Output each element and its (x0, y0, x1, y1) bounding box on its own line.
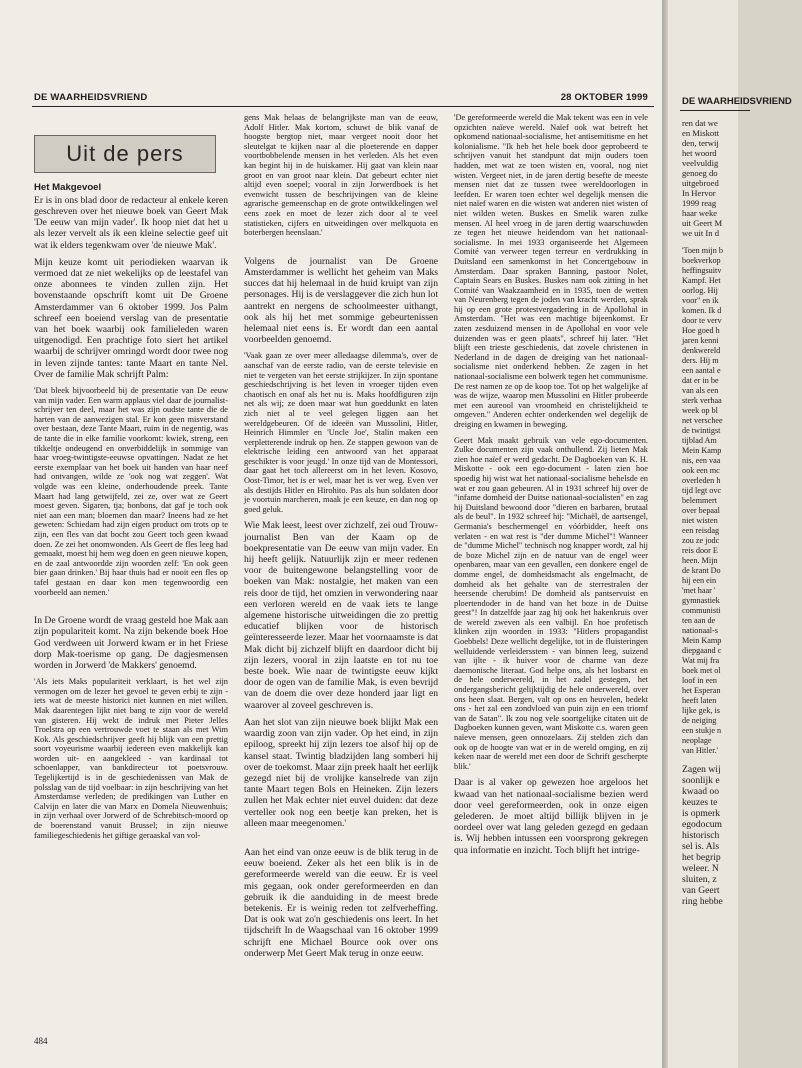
adjacent-text-line: belemmert (682, 496, 718, 505)
adjacent-text-line: ten aan de (682, 616, 716, 625)
quote-paragraph: 'De gereformeerde wereld die Mak tekent was een in vele opzichten naïeve wereld. Naïef ook wat betreft het opkomend nationaal-socialisme, het antisemitisme en het kolonialisme. "Ik heb het hele boek door geprobeerd te schrijven vanuit het standpunt dat mijn ouders toen hadden, met wat ze toen wisten en, vooral, nog niet wisten. Vergeet niet, in de jaren dertig besefte de meeste mensen niet dat ze tussen twee wereldoorlogen in leefden. Er waren toen echter wel degelijk mensen die niet naïef waren en die wisten wat anderen niet wisten of niet wilden weten. Buskes en Smelik waren zulke mensen. Al heel vroeg in de jaren dertig waarschuwden ze tegen het nieuwe heidendom van het nationaal-socialisme. In mei 1933 organiseerde het Algemeen Comité van verweer tegen terreur en verdrukking in Duitsland een samenkomst in het Concertgebouw in Amsterdam. Daar spraken Banning, pastoor Nolet, Captain Sears en Buskes. Buskes nam ook zitting in het Comité van Waakzaamheid en in 1935, toen de wetten van Neurenberg tegen de joden van kracht werden, sprak hij op een grote protestvergadering in de Apollohal in Amsterdam. "Het was een machtige bijeenkomst. Er zaten zesduizend mensen in de Apollohal en voor vele duizenden was er geen plaats", schreef hij later. "Het blijft een trieste geschiedenis, dat zovele christenen in Nederland in de dagen de dreiging van het nationaal-socialisme niet onderkend hebben. Ze zagen in het nationaal-socialisme een bolwerk tegen het communisme. De rest namen ze op de koop toe. Tot op het walgelijke af was de wijze, waarop men Mussolini en Hitler probeerde met een aureool van vroomheid en christelijkheid te omgeven." Anderen echter onderkenden wel degelijk de dreiging en kwamen in beweging. (454, 113, 648, 429)
quote-paragraph: 'Als iets Maks populariteit verklaart, is het wel zijn vermogen om de lezer het gevoel te geven erbij te zijn - iets wat de meeste historici niet kunnen en niet willen. Mak daarentegen lijkt niet bang te zijn voor de wereld van gisteren. Hij wekt de indruk met Pieter Jelles Troelstra op een vertrouwde voet te staan als met Wim Kok. Als geschiedschrijver geeft hij blijk van een prettig soort voyeurisme waarbij iedereen even makkelijk kan worden uit- en aangekleed - van kardinaal tot schoenlapper, van bankdirecteur tot poetsvrouw. Tegelijkertijd is in de geschiedenissen van Mak de polsslag van de tijd voelbaar: in zijn beschrijving van het Amsterdamse verleden; de predikingen van Luther en Calvijn en later die van Marx en Domela Nieuwenhuis; in zijn verhaal over Jorwerd of de Schrebitsch-moord op de boerenstand vanuit Brussel; in zijn nieuwe familiegeschiedenis het giftige geraaskal van vol- (34, 677, 228, 840)
article-subheading: Het Makgevoel (34, 182, 102, 193)
adjacent-text-line: ren dat we (682, 118, 718, 128)
quote-paragraph: 'Vaak gaan ze over meer alledaagse dilemma's, over de aanschaf van de eerste radio, van de eerste televisie en niet te vergeten van het eerste strijkijzer. In zijn spontane geschiedschrijving is het leven in vroeger tijden even chaotisch en onaf als het nu is. Maks hoofdfiguren zijn net als wij; ze doen maar wat hun goeddunkt en laten zich niet al te veel gelegen liggen aan het wereldgebeuren. Of de ideeën van Mussolini, Hitler, Heinrich Himmler en 'Uncle Joe', Stalin maken een verpletterende indruk op hen. Ze stappen gewoon van de elektrische leiding een antwoord van het apparaat geschikter is voor jeugd.' In onze tijd van de Montessori, daar gaat het toch allereerst om in het leven. Kosovo, Oost-Timor, het is er wel, maar het is ver weg. Even ver als destijds Hitler en Hirohito. Pas als hun soldaten door je voortuin marcheren, maak je een keuze, en dan nog op goed geluk. (244, 351, 438, 514)
adjacent-text-line: een reisdag (682, 526, 720, 535)
column-2 (244, 113, 438, 1031)
adjacent-text-line: reis door E (682, 546, 718, 555)
adjacent-text-line: boekverkop (682, 256, 721, 265)
adjacent-text-line: 'met haar ' (682, 586, 716, 595)
adjacent-text-line: komen. Ik d (682, 306, 722, 315)
adjacent-text-line: net verschee (682, 416, 723, 425)
section-title: Uit de pers (66, 140, 184, 166)
paragraph: Mijn keuze komt uit periodieken waarvan ik vermoed dat ze niet wekelijks op de leestafel van onze abonnees te vinden zullen zijn. Het bovenstaande opschrift komt uit De Groene Amsterdammer van 6 oktober 1999. Jos Palm schreef een boeiend verslag van de presentatie van het boek waarbij ook familieleden waren uitgenodigd. Een prachtige foto siert het artikel waarbij de schrijver omringd wordt door twee nog in leven zijnde tantes: tante Maart en tante Nel. Over de familie Mak schrijft Palm: (34, 256, 228, 380)
adjacent-text-line: weleer. N (682, 863, 719, 874)
adjacent-text-line: heffingsuitv (682, 266, 722, 275)
adjacent-page (668, 0, 792, 1068)
adjacent-text-line: 1999 reag (682, 198, 717, 208)
adjacent-text-line: nationaal-s (682, 626, 718, 635)
adjacent-text-line: uitgebroed (682, 178, 719, 188)
adjacent-text-line: Hoe goed h (682, 326, 720, 335)
adjacent-text-line: denkwereld (682, 346, 721, 355)
adjacent-text-line: 'Toen mijn b (682, 246, 723, 255)
paragraph: Volgens de journalist van De Groene Amsterdammer is wellicht het geheim van Maks succes dat hij helemaal in de huid kruipt van zijn personages. Hij is de verslaggever die zich hun lot aantrekt en nergens de schoolmeester uithangt, ook als hij het met sommige gebeurtenissen helemaal niet eens is. Er wordt dan een aantal voorbeelden genoemd. (244, 255, 438, 346)
paragraph-gap (682, 756, 802, 764)
adjacent-text-line: de krant Do (682, 566, 721, 575)
page-number: 484 (34, 1036, 48, 1046)
adjacent-text-line: boek met ol (682, 666, 721, 675)
adjacent-text-line: sluiten, z (682, 874, 717, 885)
adjacent-text-line: voor" en ik (682, 296, 719, 305)
adjacent-text-line: communisti (682, 606, 721, 615)
quote-paragraph: Geert Mak maakt gebruik van vele ego-documenten. Zulke documenten zijn vaak onthullend. Zij lieten Mak zien hoe naïef er werd gedacht. De Dagboeken van K. H. Miskotte - ook een ego-document - laten zien hoe spoedig hij wist wat het nationaal-socialisme behelsde en wat er zou gaan gebeuren. Al in 1931 schreef hij over de "infame domheid der Duitse nationaal-socialisten" en zag hij Duitsland bewoond door "dieren en barbaren, brutaal als de beul". In 1932 schreef hij: "Michaël, de aartsengel, Germania's beschermengel en vóórbidder, heeft ons verlaten - en wat rest is "der dumme Michel"! Wanneer de "dumme Michel" technisch nog knapper wordt, zal hij de boze Michel zijn en de natuur van de engel weer openbaren, maar van een gevallen, een donkere engel de domme engel, de domheidsmacht als engelmacht, de domheid als het gehalte van de sterrestralen der heersende cherubim! De domheid als pantservuist en ploertendoder in de hand van het boze in de Duitse geest"! In datzelfde jaar zag hij ook het hakenkruis over de wereld zweven als een valbijl. En hoe profetisch klinken zijn woorden in 1933: "Hitlers propagandist Goebbels! Deze wellicht degelijke, tot in de fluisteringen welluidende verleidersstem - van binnen leeg, suizend van ijlte - ik huiver voor de charme van deze daemonische literaat. God helpe ons, als het losbarst en de hele onderwereld, in het zadel gestegen, het ondergangsbericht gelijktijdig de hele onderwereld, over ons heen slaat. Bergen, valt op ons en heuvelen, bedekt ons - het zal een zondvloed van puin zijn en een triomf van de Satan". Ik zou nog vele soortgelijke citaten uit de Dagboeken kunnen geven, want Miskotte c.s. waren geen naïeve mensen, geen onnozelaars. Zij stelden zich dan ook op de hoogte van wat er in de wereld omging, en zij keken naar de wereld met een door de Schrift gescherpte blik.' (454, 435, 648, 771)
paragraph: Aan het slot van zijn nieuwe boek blijkt Mak een waardig zoon van zijn vader. Op het eind, in zijn epiloog, spreekt hij zijn lezers toe alsof hij op de kansel staat. Twintig bladzijden lang somberi hij over de toekomst. Maar zijn preek haalt het eerlijk gezegd niet bij de vrolijke kanselrede van zijn tante Maart tegen Bols en Heineken. Zijn lezers zullen het Mak echter niet euvel duiden: dat deze verteller ook nog een beetje kan preken, het is alleen maar meegenomen.' (244, 716, 438, 829)
paragraph: In De Groene wordt de vraag gesteld hoe Mak aan zijn populariteit komt. Na zijn bekende boek Hoe God verdween uit Jorwerd kwam er in het Friese dorp Mak-toerisme op gang. De dagjesmensen worden in Jorwerd 'de Makkers' genoemd. (34, 615, 228, 671)
adjacent-text-line: lijke gek, is (682, 706, 720, 715)
adjacent-text-line: keuzes te (682, 797, 718, 808)
adjacent-text-line: heen. Mijn (682, 556, 718, 565)
running-head-date: 28 OKTOBER 1999 (560, 92, 648, 103)
adjacent-text-line: tijd legt ovc (682, 486, 722, 495)
adjacent-text-line: is opmerk (682, 808, 721, 819)
adjacent-text-line: een stukje n (682, 726, 722, 735)
adjacent-text-line: Kampf. Het (682, 276, 721, 285)
adjacent-text-line: en Miskott (682, 128, 720, 138)
adjacent-text-line: sel is. Als (682, 841, 720, 852)
adjacent-text-line: het woord (682, 148, 717, 158)
adjacent-text-line: jaren kenni (682, 336, 719, 345)
header-rule (32, 106, 654, 107)
paragraph-gap (682, 238, 802, 246)
adjacent-text-line: gymnastiek (682, 596, 720, 605)
adjacent-text-line: we uit In d (682, 228, 719, 238)
adjacent-text-line: egodocum (682, 819, 722, 830)
adjacent-text-line: In Hervor (682, 188, 716, 198)
column-3 (454, 113, 648, 1031)
adjacent-text-line: het Esperan (682, 686, 721, 695)
adjacent-text-line: diepgaand c (682, 646, 722, 655)
adjacent-text-line: niet wisten (682, 516, 718, 525)
adjacent-text-line: heeft laten (682, 696, 717, 705)
adjacent-text-line: historisch (682, 830, 720, 841)
adjacent-text-line: loof in een (682, 676, 718, 685)
paragraph: Aan het eind van onze eeuw is de blik terug in de eeuw boeiend. Zeker als het een blik is in de gereformeerde wereld van die eeuw. Er is veel mis gegaan, ook onder gereformeerden en dan gebruik ik die aanduiding in de meest brede betekenis. Er is weinig reden tot zelfverheffing. Dat is ook wat zo'n geschiedenis ons leert. In het tijdschrift In de Waagschaal van 16 oktober 1999 schrijft ene Michael Bource ook over ons onderwerp Met Geert Mak terug in onze eeuw. (244, 846, 438, 959)
adjacent-text-line: uit Geert M (682, 218, 723, 228)
section-title-box (34, 135, 216, 173)
adjacent-text-line: van Hitler.' (682, 746, 719, 755)
adjacent-text-line: nis, een vaa (682, 456, 721, 465)
adjacent-header-rule (680, 110, 750, 111)
adjacent-text-line: het begrip (682, 852, 721, 863)
adjacent-page-text (682, 118, 802, 1028)
adjacent-text-line: oorlog. Hij (682, 286, 718, 295)
adjacent-text-line: de twintigst (682, 426, 721, 435)
running-head-publication: DE WAARHEIDSVRIEND (34, 92, 148, 103)
adjacent-text-line: van Geert (682, 885, 720, 896)
adjacent-text-line: genoeg do (682, 168, 718, 178)
adjacent-text-line: haar weke (682, 208, 718, 218)
adjacent-text-line: door te verv (682, 316, 722, 325)
adjacent-text-line: dat er in be (682, 376, 719, 385)
column-1 (34, 113, 228, 1031)
adjacent-text-line: kwaad oo (682, 786, 720, 797)
adjacent-text-line: soonlijk e (682, 775, 720, 786)
adjacent-text-line: Mein Kamp (682, 636, 722, 645)
quote-paragraph: gens Mak helaas de belangrijkste man van de eeuw, Adolf Hitler. Mak kortom, schuwt de blik vanaf de hoogste bergtop niet, maar vergeet nooit door het sleutelgat te kijken naar al die ploeterende en dapper voortbobbelende mensen in het verleden. Als het even kan begint hij in de huiskamer. Hij gaat van klein naar groot en van groot naar klein. Dat gebeurt echter niet altijd even soepel; vooral in zijn Jorwerdboek is het evenwicht tussen de beschrijvingen van de kleine agrarische gemeenschap en de grote ontwikkelingen wel eens zoek en moet de lezer zich door al te veel statistieken, cijfers en uitweidingen over melkquota en boterbergen heenslaan.' (244, 113, 438, 238)
paragraph: Er is in ons blad door de redacteur al enkele keren geschreven over het nieuwe boek van Geert Mak 'De eeuw van mijn vader'. Ik hoop niet dat het u als lezer vervelt als ik een kleine selectie geef uit wat ik elders tegenkwam over 'de nieuwe Mak'. (34, 194, 228, 251)
adjacent-text-line: tijblad Am (682, 436, 717, 445)
adjacent-text-line: de neiging (682, 716, 717, 725)
paragraph: Daar is al vaker op gewezen hoe argeloos het kwaad van het nationaal-socialisme bezien werd door veel gereformeerden, ook in onze eigen gelederen. Je moet altijd billijk blijven in je oordeel over wat lang geleden gezegd en gedaan is. Wij hebben intussen een voorsprong gekregen qua informatie en inzicht. Toch blijft het intrige- (454, 777, 648, 856)
adjacent-text-line: Mein Kamp (682, 446, 722, 455)
adjacent-text-line: sterk verhaa (682, 396, 722, 405)
adjacent-text-line: neoplage (682, 736, 712, 745)
paragraph: Wie Mak leest, leest over zichzelf, zei oud Trouw-journalist Ben van der Kaam op de boekpresentatie van De eeuw van mijn vader. En hij heeft gelijk. Natuurlijk zijn er meer redenen voor de buitengewone belangstelling voor de boeken van Mak: nostalgie, het maken van een reis door de tijd, het omzien in verwondering naar een verloren wereld en de vaak iets te lange algemene historische uitweidingen die zo prettig educatief blijken voor de historisch geïnteresseerde lezer. Maar het voornaamste is dat Mak dicht bij zichzelf blijft en daardoor dicht bij zijn lezers, vooral in zijn laatste en tot nu toe beste boek. Wie naar de twintigste eeuw kijkt door de ogen van de familie Mak, is even bevrijd van de doem die over deze honderd jaar ligt en waarover al zoveel geschreven is. (244, 520, 438, 711)
adjacent-running-head: DE WAARHEIDSVRIEND (682, 96, 792, 107)
adjacent-text-line: ook een mc (682, 466, 720, 475)
adjacent-text-line: van als een (682, 386, 719, 395)
adjacent-text-line: den, terwij (682, 138, 719, 148)
adjacent-text-line: Zagen wij (682, 764, 721, 775)
adjacent-text-line: een aantal e (682, 366, 721, 375)
adjacent-text-line: Wat mij fra (682, 656, 720, 665)
adjacent-text-line: ders. Hij m (682, 356, 719, 365)
adjacent-text-line: veelvuldig (682, 158, 719, 168)
adjacent-text-line: over bepaal (682, 506, 720, 515)
adjacent-text-line: ring hebbe (682, 896, 723, 907)
adjacent-text-line: week op bl (682, 406, 718, 415)
quote-paragraph: 'Dat bleek bijvoorbeeld bij de presentatie van De eeuw van mijn vader. Een warm applaus viel daar de journalist-schrijver ten deel, maar het was zijn oudste tante die de harten van de aanwezigen stal. Er kon geen misverstand over bestaan, deze Tante Maart, ruim in de negentig, was de tante die in elke familie voorkomt: kwiek, streng, een tikkeltje ondeugend en onverbiddelijk in sommige van haar vroeg-twintigste-eeuwse opvattingen. Nadat ze het eerste exemplaar van het boek uit handen van haar neef had ontvangen, wilde ze 'ook nog wat zeggen'. Wat volgde was een kleine, onderhoudende preek. Tante Maart had lang getwijfeld, zei ze, over wat ze Geert moest geven. Sigaren, tja; bonbons, dat gaf je toch ook niet aan een man; bloemen dan maar? Ineens had ze het geweten: Schiedam had zijn eigen product om trots op te zijn, een fles van dat bocht zou Geert toch geen kwaad doen. Ze zei het onomwonden. Als Geert de fles leeg had gemaakt, moest hij hem weg doen en geen nieuwe kopen, en de zaal antwoordde zijn woorden zelf: 'En ook geen bier gaan drinken.' Bij haar thuis had er nooit een fles op tafel gestaan en daar kon men tegenwoordig een voorbeeld aan nemen.' (34, 386, 228, 597)
adjacent-text-line: overleden h (682, 476, 721, 485)
adjacent-text-line: hij een ein (682, 576, 717, 585)
adjacent-text-line: zou ze jodc (682, 536, 720, 545)
